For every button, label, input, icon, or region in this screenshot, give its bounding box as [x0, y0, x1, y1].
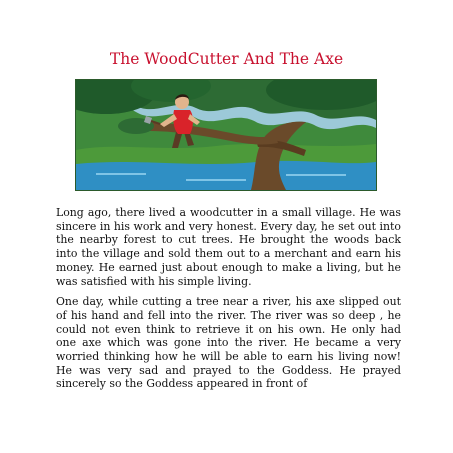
story-body	[56, 206, 401, 398]
woodcutter-on-tree-branch-icon	[76, 80, 376, 190]
story-title: The WoodCutter And The Axe	[109, 50, 344, 68]
woodcutter-illustration	[75, 79, 377, 191]
story-paragraph-2: One day, while cutting a tree near a river, his axe slipped out of his hand and fell into the river. The river was so deep , he could not even think to retrieve it on his own. He only had one axe which was gone into the river. He became a very worried thinking how he will be able to earn his living now! He was very sad and prayed to the Goddess. He prayed sincerely so the Goddess appeared in front of	[56, 295, 401, 391]
story-paragraph-1: Long ago, there lived a woodcutter in a small village. He was sincere in his work and very honest. Every day, he set out into the nearby forest to cut trees. He brought the woods back into the village and sold them out to a merchant and earn his money. He earned just about enough to make a living, but he was satisfied with his simple living.	[56, 206, 401, 288]
